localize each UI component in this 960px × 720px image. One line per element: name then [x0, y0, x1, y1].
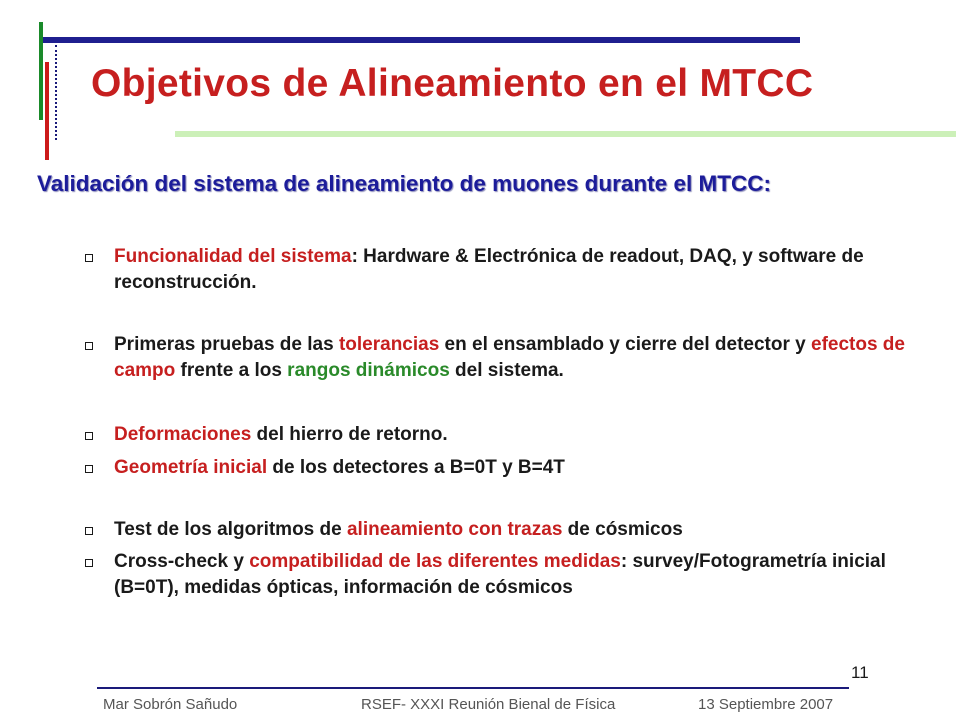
bullet-text: Funcionalidad del sistema: Hardware & Electrónica de readout, DAQ, y software de reconstrucción. [114, 246, 864, 293]
footer-divider [97, 687, 849, 689]
footer-date: 13 Septiembre 2007 [698, 696, 834, 713]
hollow-square-icon [85, 559, 93, 567]
bullet-text: Deformaciones del hierro de retorno. [114, 424, 448, 445]
bullet-item [88, 549, 933, 601]
decor-red-vertical-line [45, 62, 49, 160]
decor-lightgreen-horizontal-line [175, 131, 956, 137]
bullet-text: Cross-check y compatibilidad de las diferentes medidas: survey/Fotogrametría inicial (B=0T), medidas ópticas, información de cósmicos [114, 551, 886, 598]
bullet-text: Primeras pruebas de las tolerancias en el ensamblado y cierre del detector y efectos de campo frente a los rangos dinámicos del sistema. [114, 334, 905, 381]
hollow-square-icon [85, 432, 93, 440]
slide-title: Objetivos de Alineamiento en el MTCC [91, 62, 814, 105]
bullet-item [88, 455, 933, 481]
bullet-item [88, 332, 933, 384]
bullet-text: Geometría inicial de los detectores a B=0T y B=4T [114, 457, 565, 478]
hollow-square-icon [85, 254, 93, 262]
slide-subtitle: Validación del sistema de alineamiento de muones durante el MTCC: [37, 171, 771, 196]
footer-author: Mar Sobrón Sañudo [103, 696, 238, 713]
bullet-item [88, 244, 933, 296]
page-number: 11 [851, 663, 869, 682]
bullet-item [88, 517, 933, 543]
decor-navy-horizontal-line [43, 37, 800, 43]
footer-event: RSEF- XXXI Reunión Bienal de Física [361, 696, 616, 713]
decor-dotted-vertical-line [55, 45, 57, 140]
hollow-square-icon [85, 527, 93, 535]
hollow-square-icon [85, 342, 93, 350]
hollow-square-icon [85, 465, 93, 473]
bullet-item [88, 422, 933, 448]
bullet-text: Test de los algoritmos de alineamiento con trazas de cósmicos [114, 519, 683, 540]
